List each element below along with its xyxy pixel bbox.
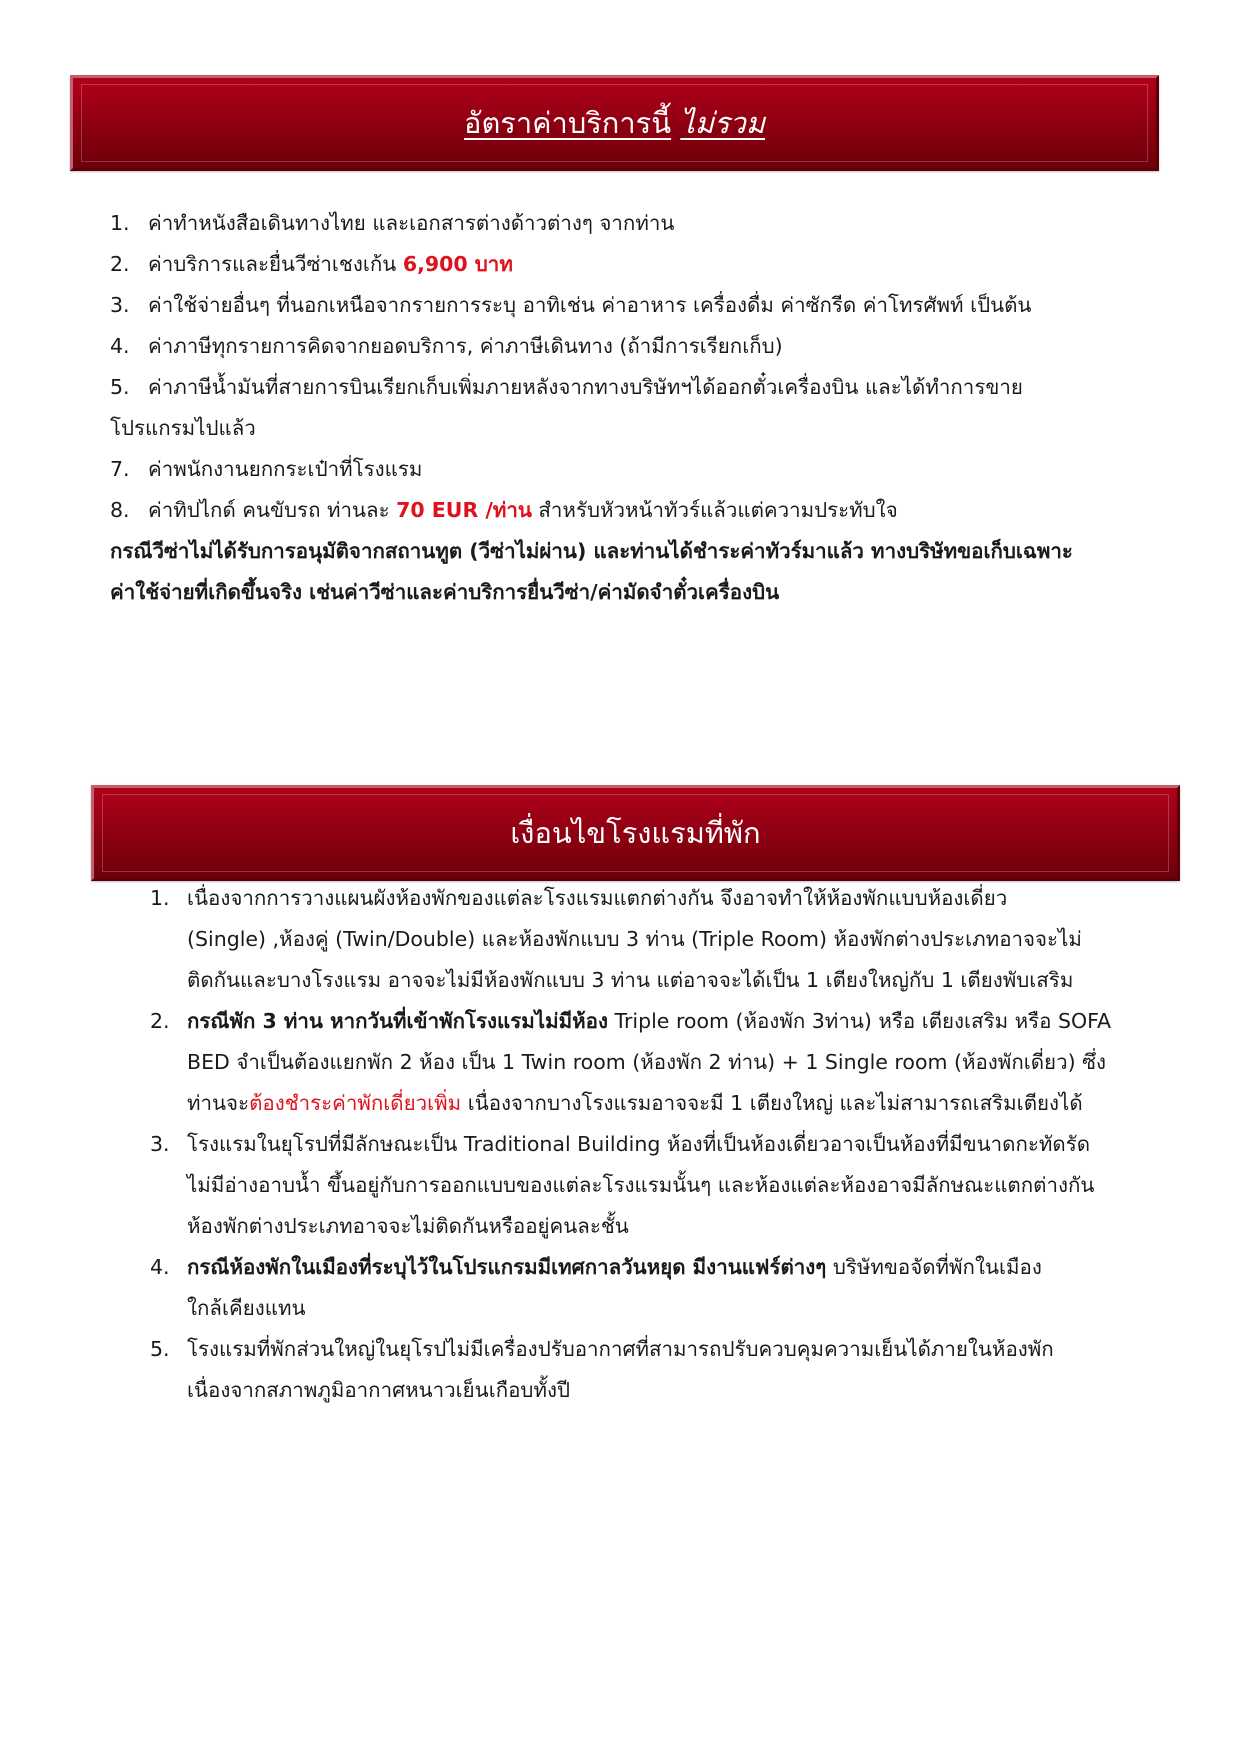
hotel-section-banner — [91, 785, 1180, 881]
visa-refund-note: ค่าใช้จ่ายที่เกิดขึ้นจริง เช่นค่าวีซ่าและค่าบริการยื่นวีซ่า/ค่ามัดจำตั๋วเครื่องบิน — [110, 580, 780, 604]
list-item — [150, 1124, 1160, 1247]
item-text: ท่านจะ — [187, 1091, 250, 1115]
item-bold-text: กรณีห้องพักในเมืองที่ระบุไว้ในโปรแกรมมีเทศกาลวันหยุด มีงานแฟร์ต่างๆ — [187, 1255, 827, 1279]
item-text: ค่าทิปไกด์ คนขับรถ ท่านละ — [148, 498, 397, 522]
title-prefix: อัตราค่าบริการนี้ — [464, 106, 672, 140]
excluded-section-banner — [70, 75, 1159, 171]
item-number: 2. — [150, 1009, 170, 1033]
item-number: 1. — [150, 886, 170, 910]
item-continuation: โปรแกรมไปแล้ว — [110, 416, 256, 440]
item-number: 3. — [110, 293, 130, 317]
item-text: ค่าบริการและยื่นวีซ่าเชงเก้น — [148, 252, 403, 276]
excluded-section-title — [73, 78, 1156, 168]
item-number: 1. — [110, 211, 130, 235]
list-item — [110, 203, 1140, 244]
item-line: โรงแรมที่พักส่วนใหญ่ในยุโรปไม่มีเครื่องปรับอากาศที่สามารถปรับควบคุมความเย็นได้ภายในห้องพัก — [187, 1337, 1054, 1361]
item-text: Triple room (ห้องพัก 3ท่าน) หรือ เตียงเสริม หรือ SOFA — [607, 1009, 1112, 1033]
list-item — [110, 367, 1140, 408]
single-supplement-highlight: ต้องชำระค่าพักเดี่ยวเพิ่ม — [249, 1091, 462, 1115]
title-emphasis: ไม่รวม — [680, 106, 765, 140]
list-item — [150, 1247, 1160, 1329]
list-item — [150, 878, 1160, 1001]
list-item — [150, 1001, 1160, 1124]
item-number: 7. — [110, 457, 130, 481]
visa-fee-highlight: 6,900 บาท — [402, 252, 513, 276]
item-number: 2. — [110, 252, 130, 276]
item-number: 8. — [110, 498, 130, 522]
visa-refund-note: กรณีวีซ่าไม่ได้รับการอนุมัติจากสถานทูต (วีซ่าไม่ผ่าน) และท่านได้ชำระค่าทัวร์มาแล้ว ทางบริษัทขอเก็บเฉพาะ — [110, 539, 1073, 563]
item-number: 4. — [150, 1255, 170, 1279]
item-line: ห้องพักต่างประเภทอาจจะไม่ติดกันหรืออยู่คนละชั้น — [187, 1214, 629, 1238]
item-number: 5. — [150, 1337, 170, 1361]
hotel-conditions-list — [150, 878, 1160, 1411]
item-number: 4. — [110, 334, 130, 358]
item-text: ค่าใช้จ่ายอื่นๆ ที่นอกเหนือจากรายการระบุ อาทิเช่น ค่าอาหาร เครื่องดื่ม ค่าซักรีด ค่าโทรศัพท์ เป็นต้น — [148, 293, 1032, 317]
item-line: ติดกันและบางโรงแรม อาจจะไม่มีห้องพักแบบ 3 ท่าน แต่อาจจะได้เป็น 1 เตียงใหญ่กับ 1 เตียงพับเสริม — [187, 968, 1074, 992]
item-line: โรงแรมในยุโรปที่มีลักษณะเป็น Traditional Building ห้องที่เป็นห้องเดี่ยวอาจเป็นห้องที่มีขนาดกะทัดรัด — [187, 1132, 1091, 1156]
item-text: ค่าทำหนังสือเดินทางไทย และเอกสารต่างด้าวต่างๆ จากท่าน — [148, 211, 675, 235]
hotel-section-title: เงื่อนไขโรงแรมที่พัก — [510, 816, 761, 850]
item-text: ค่าพนักงานยกกระเป๋าที่โรงแรม — [148, 457, 423, 481]
list-item — [110, 326, 1140, 367]
item-number: 3. — [150, 1132, 170, 1156]
list-item — [110, 244, 1140, 285]
item-line: เนื่องจากสภาพภูมิอากาศหนาวเย็นเกือบทั้งปี — [187, 1378, 570, 1402]
item-text-after: สำหรับหัวหน้าทัวร์แล้วแต่ความประทับใจ — [531, 498, 898, 522]
excluded-list — [110, 203, 1140, 613]
list-item — [110, 490, 1140, 531]
item-line — [187, 1247, 1160, 1288]
item-line: ใกล้เคียงแทน — [187, 1296, 306, 1320]
item-line: เนื่องจากการวางแผนผังห้องพักของแต่ละโรงแรมแตกต่างกัน จึงอาจทำให้ห้องพักแบบห้องเดี่ยว — [187, 886, 1008, 910]
list-item — [110, 449, 1140, 490]
item-number: 5. — [110, 375, 130, 399]
list-item — [110, 285, 1140, 326]
item-text: เนื่องจากบางโรงแรมอาจจะมี 1 เตียงใหญ่ และไม่สามารถเสริมเตียงได้ — [461, 1091, 1083, 1115]
tip-highlight: 70 EUR /ท่าน — [396, 498, 532, 522]
item-text: ค่าภาษีทุกรายการคิดจากยอดบริการ, ค่าภาษีเดินทาง (ถ้ามีการเรียกเก็บ) — [148, 334, 783, 358]
item-line: (Single) ,ห้องคู่ (Twin/Double) และห้องพักแบบ 3 ท่าน (Triple Room) ห้องพักต่างประเภทอาจจะไม่ — [187, 927, 1082, 951]
list-item — [150, 1329, 1160, 1411]
item-bold-text: กรณีพัก 3 ท่าน หากวันที่เข้าพักโรงแรมไม่มีห้อง — [187, 1009, 608, 1033]
item-line: BED จำเป็นต้องแยกพัก 2 ห้อง เป็น 1 Twin room (ห้องพัก 2 ท่าน) + 1 Single room (ห้องพักเดี่ยว) ซึ่ง — [187, 1050, 1107, 1074]
item-line: ไม่มีอ่างอาบน้ำ ขึ้นอยู่กับการออกแบบของแต่ละโรงแรมนั้นๆ และห้องแต่ละห้องอาจมีลักษณะแตกต่างกัน — [187, 1173, 1095, 1197]
item-line — [187, 1083, 1160, 1124]
item-text: ค่าภาษีน้ำมันที่สายการบินเรียกเก็บเพิ่มภายหลังจากทางบริษัทฯได้ออกตั๋วเครื่องบิน และได้ทำการขาย — [148, 375, 1023, 399]
item-text: บริษัทขอจัดที่พักในเมือง — [826, 1255, 1042, 1279]
item-line — [187, 1001, 1160, 1042]
